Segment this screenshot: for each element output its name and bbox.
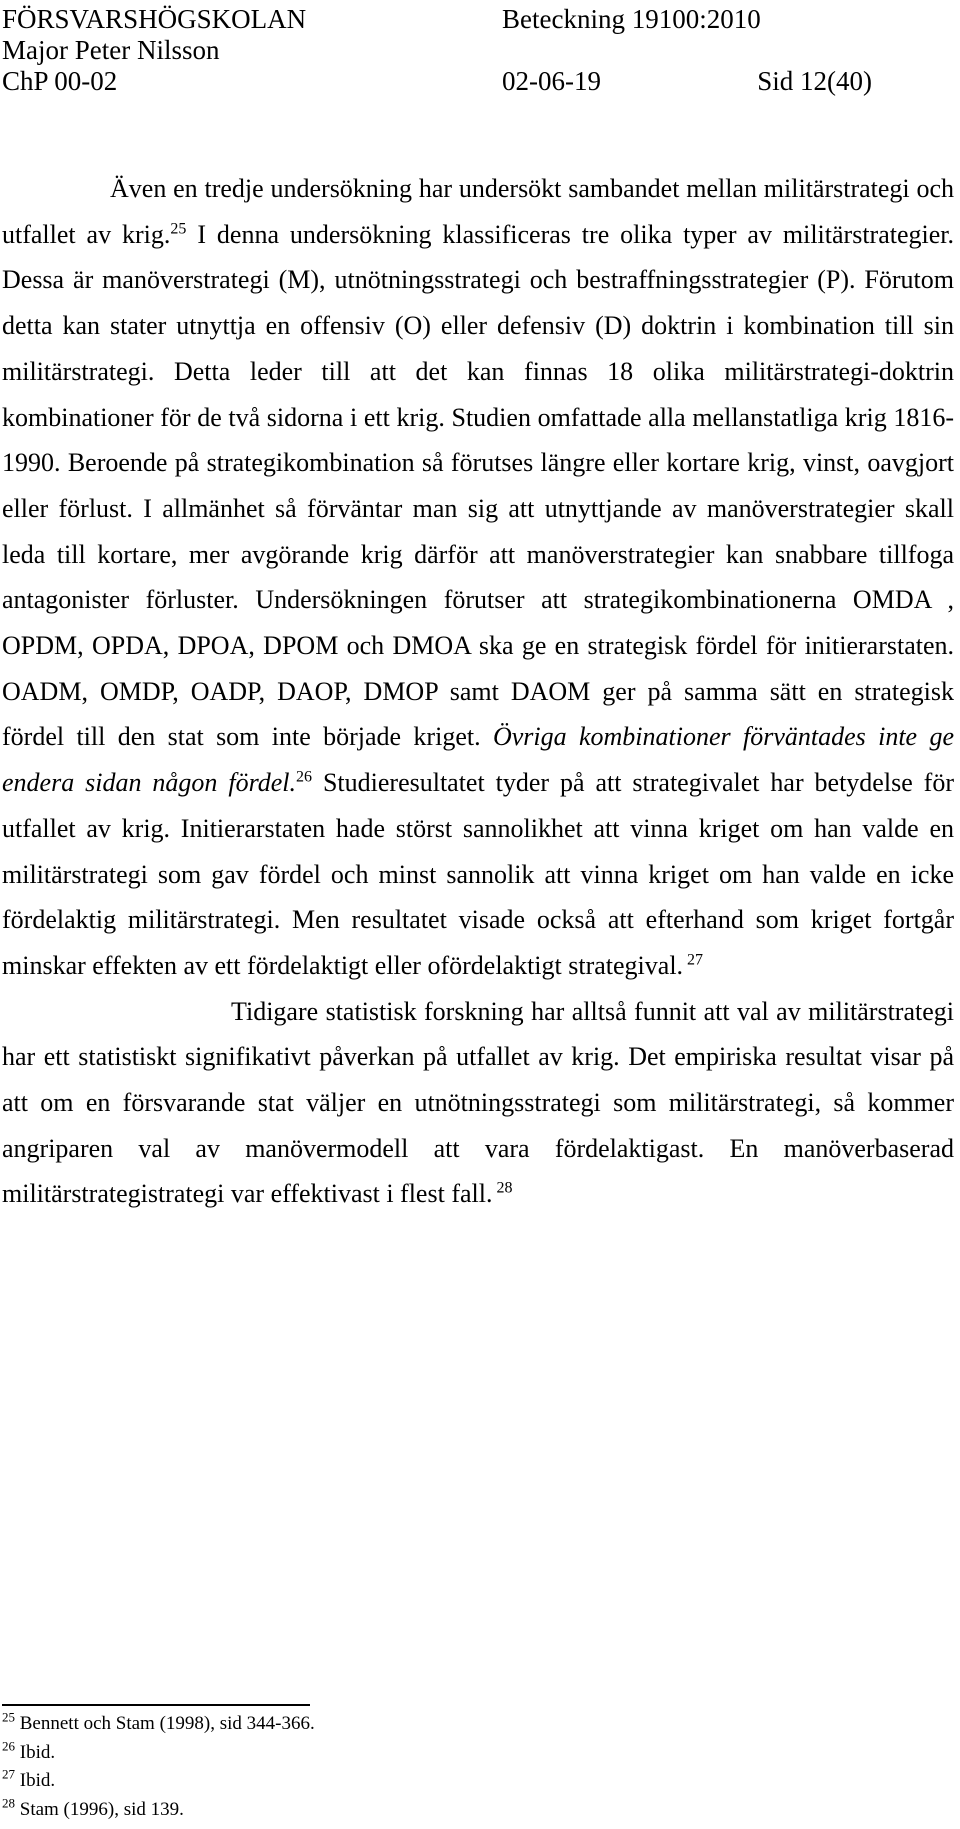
footnote-number: 26 <box>2 1738 15 1754</box>
paragraph-1-part-1: Även en tredje undersökning har undersökt sambandet mellan militärstrategi och utfallet av krig. <box>2 174 954 249</box>
document-date: 02-06-19 <box>502 66 601 96</box>
footnote-number: 27 <box>2 1766 15 1782</box>
footnote-ref-26: 26 <box>296 768 313 786</box>
date-page-group <box>502 66 872 97</box>
paragraph-1-part-3: Studieresultatet tyder på att strategivalet har betydelse för utfallet av krig. Initierarstaten hade störst sannolikhet att vinna kriget om han valde en militärstrategi som gav fördel och minst sannolik att vinna kriget om han valde en icke fördelaktig militärstrategi. Men resultatet visade också att efterhand som kriget fortgår minskar effekten av ett fördelaktigt eller ofördelaktigt strategival. <box>2 768 954 980</box>
footnote-ref-25: 25 <box>170 220 187 238</box>
course-code: ChP 00-02 <box>2 66 118 96</box>
footnote-text: Stam (1996), sid 139. <box>15 1798 184 1820</box>
author-name: Major Peter Nilsson <box>2 35 220 65</box>
paragraph-2 <box>2 989 954 1218</box>
paragraph-1 <box>2 166 954 989</box>
document-designation: Beteckning 19100:2010 <box>502 4 761 34</box>
header-row-3 <box>2 66 872 97</box>
footnote-26 <box>2 1739 702 1768</box>
footnotes <box>2 1710 702 1824</box>
body-text <box>2 166 954 1217</box>
footnote-number: 25 <box>2 1709 15 1725</box>
page-number: Sid 12(40) <box>757 66 872 96</box>
footnote-27 <box>2 1767 702 1796</box>
paragraph-1-part-2: I denna undersökning klassificeras tre olika typer av militärstrategier. Dessa är manöverstrategi (M), utnötningsstrategi och bestraffningsstrategier (P). Förutom detta kan stater utnyttja en offensiv (O) eller defensiv (D) doktrin i kombination till sin militärstrategi. Detta leder till att det kan finnas 18 olika militärstrategi-doktrin kombinationer för de två sidorna i ett krig. Studien omfattade alla mellanstatliga krig 1816-1990. Beroende på strategikombination så förutses längre eller kortare krig, vinst, oavgjort eller förlust. I allmänhet så förväntar man sig att utnyttjande av manöverstrategier skall leda till kortare, mer avgörande krig därför att manöverstrategier kan snabbare tillfoga antagonister förluster. Undersökningen förutser att strategikombinationerna OMDA , OPDM, OPDA, DPOA, DPOM och DMOA ska ge en strategisk fördel för initierarstaten. OADM, OMDP, OADP, DAOP, DMOP samt DAOM ger på samma sätt en strategisk fördel till den stat som inte började kriget. <box>2 219 954 752</box>
page-header <box>2 4 872 97</box>
institution-name: FÖRSVARSHÖGSKOLAN <box>2 4 307 34</box>
footnote-separator <box>2 1704 310 1706</box>
footnote-text: Bennett och Stam (1998), sid 344-366. <box>15 1713 315 1734</box>
footnote-28 <box>2 1796 702 1825</box>
footnote-ref-27: 27 <box>683 951 704 969</box>
paragraph-1-italic: Övriga kombinationer förväntades inte ge endera sidan någon fördel. <box>2 722 954 798</box>
header-row-2 <box>2 35 872 66</box>
footnote-text: Ibid. <box>15 1770 56 1791</box>
footnote-ref-28: 28 <box>492 1179 513 1197</box>
footnote-number: 28 <box>2 1795 15 1811</box>
footnote-text: Ibid. <box>15 1741 56 1763</box>
footnote-25 <box>2 1710 702 1739</box>
header-row-1 <box>2 4 872 35</box>
paragraph-2-text: Tidigare statistisk forskning har alltså funnit att val av militärstrategi har ett statistiskt signifikativt påverkan på utfallet av krig. Det empiriska resultat visar på att om en försvarande stat väljer en utnötningsstrategi som militärstrategi, så kommer angriparen val av manövermodell att vara fördelaktigast. En manöverbaserad militärstrategistrategi var effektivast i flest fall. <box>2 996 954 1209</box>
